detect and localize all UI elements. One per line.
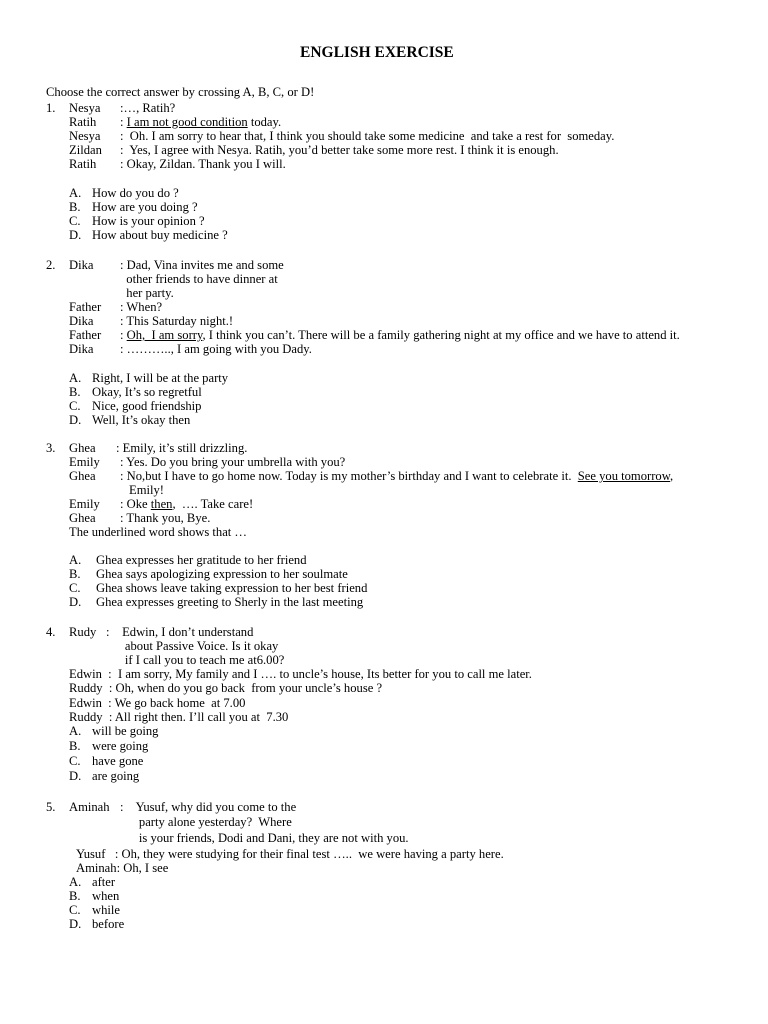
option-letter[interactable]: A. (69, 553, 82, 567)
dialogue-line: : Oh. I am sorry to hear that, I think you should take some medicine and take a rest for someday. (120, 129, 615, 143)
dialogue-line: Yusuf : Oh, they were studying for their final test ….. we were having a party here. (76, 847, 504, 861)
dialogue-line: Emily! (129, 483, 164, 497)
page-title: ENGLISH EXERCISE (300, 44, 454, 61)
dialogue-line: : Thank you, Bye. (120, 511, 211, 525)
option-text[interactable]: have gone (92, 754, 144, 768)
option-letter[interactable]: D. (69, 413, 82, 427)
dialogue-line: : I am not good condition today. (120, 115, 282, 129)
option-letter[interactable]: A. (69, 371, 82, 385)
option-text[interactable]: Right, I will be at the party (92, 371, 229, 385)
dialogue-line: her party. (120, 286, 174, 300)
question-number: 4. (46, 625, 56, 639)
dialogue-line: : Oh, I am sorry, I think you can’t. There will be a family gathering night at my office and we have to attend it. (120, 328, 680, 342)
option-text[interactable]: will be going (92, 724, 159, 738)
option-text[interactable]: are going (92, 769, 140, 783)
speaker-name: Nesya (69, 101, 101, 115)
option-letter[interactable]: C. (69, 214, 81, 228)
speaker-name: Aminah (69, 800, 110, 814)
speaker-name: Emily (69, 497, 100, 511)
speaker-name: Ghea (69, 469, 96, 483)
option-text[interactable]: when (92, 889, 120, 903)
dialogue-line: : Yes, I agree with Nesya. Ratih, you’d better take some more rest. I think it is enough. (120, 143, 559, 157)
option-letter[interactable]: C. (69, 754, 81, 768)
option-text[interactable]: How are you doing ? (92, 200, 198, 214)
speaker-name: Rudy (69, 625, 97, 639)
instructions: Choose the correct answer by crossing A, B, C, or D! (46, 85, 315, 99)
speaker-name: Emily (69, 455, 100, 469)
question-prompt: The underlined word shows that … (69, 525, 248, 539)
dialogue-line: : When? (120, 300, 163, 314)
option-letter[interactable]: A. (69, 186, 82, 200)
option-letter[interactable]: D. (69, 595, 82, 609)
underlined-phrase: Oh, I am sorry (126, 328, 203, 342)
speaker-name: Father (69, 300, 102, 314)
dialogue-line: :…, Ratih? (120, 101, 176, 115)
option-letter[interactable]: B. (69, 739, 81, 753)
speaker-name: Zildan (69, 143, 102, 157)
option-letter[interactable]: B. (69, 889, 81, 903)
option-text[interactable]: were going (92, 739, 149, 753)
question-number: 3. (46, 441, 56, 455)
dialogue-line: Ruddy : Oh, when do you go back from your uncle’s house ? (69, 681, 383, 695)
dialogue-line: other friends to have dinner at (120, 272, 278, 286)
speaker-name: Dika (69, 258, 94, 272)
dialogue-line: : Dad, Vina invites me and some (120, 258, 284, 272)
speaker-name: Dika (69, 314, 94, 328)
speaker-name: Ghea (69, 441, 96, 455)
option-text[interactable]: after (92, 875, 116, 889)
dialogue-line: Edwin : I am sorry, My family and I …. to uncle’s house, Its better for you to call me later. (69, 667, 532, 681)
speaker-name: Ghea (69, 511, 96, 525)
dialogue-line: : No,but I have to go home now. Today is my mother’s birthday and I want to celebrate it. See you tomorrow, (120, 469, 674, 483)
option-text[interactable]: How is your opinion ? (92, 214, 205, 228)
dialogue-line: : ……….., I am going with you Dady. (120, 342, 312, 356)
option-text[interactable]: Ghea expresses her gratitude to her friend (96, 553, 307, 567)
dialogue-line: : Yes. Do you bring your umbrella with you? (120, 455, 346, 469)
speaker-name: Father (69, 328, 102, 342)
underlined-phrase: then (150, 497, 173, 511)
option-text[interactable]: before (92, 917, 125, 931)
dialogue-line: Aminah: Oh, I see (76, 861, 169, 875)
option-text[interactable]: Well, It’s okay then (92, 413, 191, 427)
option-letter[interactable]: D. (69, 769, 82, 783)
dialogue-line: : Oke then, …. Take care! (120, 497, 254, 511)
underlined-phrase: See you tomorrow (577, 469, 670, 483)
option-text[interactable]: Ghea says apologizing expression to her soulmate (96, 567, 348, 581)
option-text[interactable]: How about buy medicine ? (92, 228, 228, 242)
question-number: 5. (46, 800, 56, 814)
speaker-name: Ratih (69, 115, 97, 129)
option-text[interactable]: Ghea expresses greeting to Sherly in the last meeting (96, 595, 364, 609)
dialogue-line: : Okay, Zildan. Thank you I will. (120, 157, 286, 171)
option-letter[interactable]: C. (69, 399, 81, 413)
speaker-name: Ratih (69, 157, 97, 171)
dialogue-line: Ruddy : All right then. I’ll call you at 7.30 (69, 710, 289, 724)
option-text[interactable]: Ghea shows leave taking expression to her best friend (96, 581, 368, 595)
option-letter[interactable]: A. (69, 875, 82, 889)
option-letter[interactable]: C. (69, 903, 81, 917)
option-text[interactable]: Okay, It’s so regretful (92, 385, 202, 399)
dialogue-line: party alone yesterday? Where (120, 815, 292, 829)
dialogue-line: if I call you to teach me at6.00? (106, 653, 285, 667)
speaker-name: Nesya (69, 129, 101, 143)
option-text[interactable]: Nice, good friendship (92, 399, 202, 413)
option-letter[interactable]: A. (69, 724, 82, 738)
dialogue-line: is your friends, Dodi and Dani, they are not with you. (120, 831, 409, 845)
dialogue-line: : Yusuf, why did you come to the (120, 800, 297, 814)
dialogue-line: Edwin : We go back home at 7.00 (69, 696, 246, 710)
dialogue-line: : Emily, it’s still drizzling. (116, 441, 248, 455)
option-letter[interactable]: B. (69, 385, 81, 399)
option-letter[interactable]: B. (69, 567, 81, 581)
dialogue-line: : Edwin, I don’t understand (106, 625, 254, 639)
underlined-phrase: I am not good condition (126, 115, 248, 129)
option-text[interactable]: while (92, 903, 120, 917)
dialogue-line: : This Saturday night.! (120, 314, 234, 328)
dialogue-line: about Passive Voice. Is it okay (106, 639, 279, 653)
option-text[interactable]: How do you do ? (92, 186, 179, 200)
question-number: 2. (46, 258, 56, 272)
option-letter[interactable]: D. (69, 917, 82, 931)
option-letter[interactable]: C. (69, 581, 81, 595)
speaker-name: Dika (69, 342, 94, 356)
option-letter[interactable]: D. (69, 228, 82, 242)
question-number: 1. (46, 101, 56, 115)
option-letter[interactable]: B. (69, 200, 81, 214)
